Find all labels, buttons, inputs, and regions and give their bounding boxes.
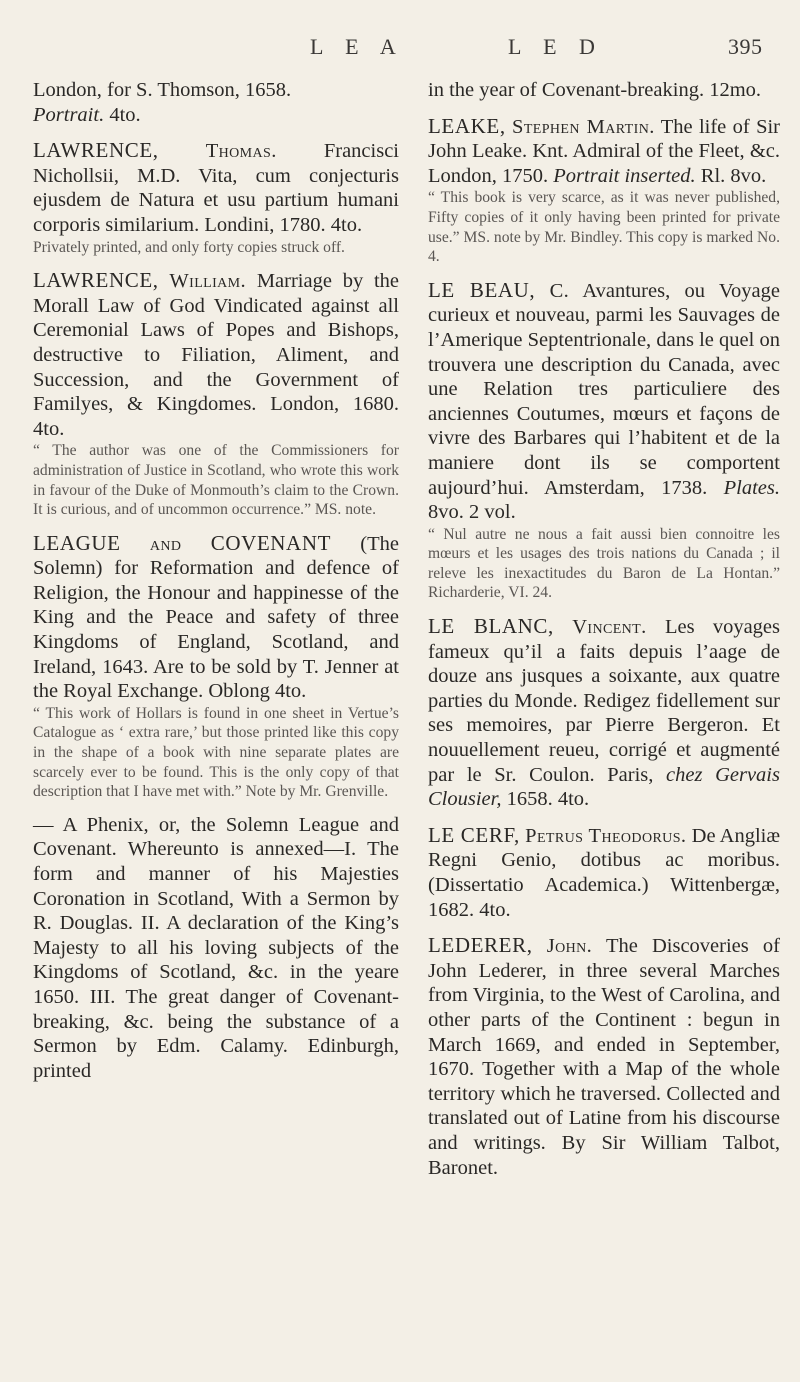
format-tail: Rl. 8vo. [695,164,767,187]
entry-text: — A Phenix, or, the Solemn League and Covenant. Whereunto is annexed—I. The form and manner of his Majesties Coronation in Scotland, With a Sermon by R. Douglas. II. A declaration of the King’s Majesty to all his loving subjects of the Kingdoms of Scotland, &c. in the yeare 1650. III. The great danger of Covenant-breaking, &c. being the substance of a Sermon by Edm. Calamy. Edinburgh, printed [33,813,399,1082]
right-column [428,78,780,1191]
format-italic: Portrait. [33,103,105,126]
entry-leake [428,114,780,267]
left-column [33,78,399,1094]
continuation-text: London, for S. Thomson, 1658. [33,79,292,101]
entry-author-name: Stephen Martin. [512,115,655,138]
continuation-text: in the year of Covenant-breaking. 12mo. [428,79,762,101]
entry-author-name: Thomas. [205,140,277,163]
entry-text: The Discoveries of John Lederer, in three several Marches from Virginia, to the West of Carolina, and other parts of the Continent : begun in March 1669, and ended in September, 1670. Together with a Map of the whole territory which he traversed. Collected and translated out of Latine from his discourse and writings. By Sir William Talbot, Baronet. [428,935,781,1179]
entry-phenix [33,813,399,1084]
entry-le-beau [428,278,780,603]
format-italic: chez Gervais Clousier, [428,763,780,811]
entry-heading: LE BLANC, [428,614,554,639]
format-tail: 1658. 4to. [501,788,590,811]
entry-heading: LEAKE, [428,113,506,138]
entry-connector: and [149,532,182,555]
entry-text: Francisci Nichollsii, M.D. Vita, cum conjecturis ejusdem de Natura et usu partium humani corporis similarium. Londini, 1780. 4to. [33,140,399,236]
entry-lederer [428,933,780,1180]
entry-text: De Angliæ Regni Genio, dotibus ac moribus. (Dissertatio Academica.) Wittenbergæ, 1682. 4to. [428,824,781,921]
entry-heading: LEDERER, [428,933,533,958]
format-tail: 8vo. 2 vol. [428,501,516,524]
entry-note: “ Nul autre ne nous a fait aussi bien connoitre les mœurs et les usages des trois nations du Canada ; il releve les inexactitudes du Baron de La Hontan.” Richarderie, VI. 24. [428,525,780,602]
format-italic: Plates. [723,476,781,499]
entry-continuation [33,78,399,127]
format-tail: 4to. [104,103,141,126]
entry-text: Les voyages fameux qu’il a faits depuis l’aage de douze ans jusques a soixante, aux quatre parties du Monde. Redigez fidellement sur ses memoires, par Pierre Bergeron. Et nouuellement reueu, corrigé et augmenté par le Sr. Coulon. Paris, [428,616,781,786]
entry-text: (The Solemn) for Reformation and defence of Religion, the Honour and happinesse of the King and the Peace and safety of three Kingdoms of England, Scotland, and Ireland, 1643. Are to be sold by T. Jenner at the Royal Exchange. Oblong 4to. [33,532,400,703]
entry-text: The life of Sir John Leake. Knt. Admiral of the Fleet, &c. London, 1750. [428,115,780,187]
running-head [0,34,800,64]
format-italic: Portrait inserted. [553,164,696,187]
entry-le-cerf [428,823,780,922]
entry-heading: LEAGUE [33,530,121,555]
entry-continuation [428,78,780,103]
entry-author-name: Petrus Theodorus. [525,824,687,847]
entry-lawrence-william [33,268,399,520]
entry-author-name: William. [169,270,247,293]
entry-author-name: C. [549,279,570,302]
entry-le-blanc [428,614,780,812]
entry-lawrence-thomas [33,138,399,257]
running-head-left: L E A [310,34,397,59]
entry-heading: LAWRENCE, [33,268,159,293]
entry-text: Avantures, ou Voyage curieux et nouveau, parmi les Sauvages de l’Amerique Septentrionale, dans le quel on trouvera une description du Canada, avec une Relation tres particuliere des anciennes Coutumes, mœurs et façons de vivre des Barbares qui l’habitent et de la maniere dont ils se comportent aujourd’hui. Amsterdam, 1738. [428,279,781,499]
entry-note: Privately printed, and only forty copies struck off. [33,238,345,256]
entry-author-name: Vincent. [572,616,647,639]
entry-text: Marriage by the Morall Law of God Vindicated against all Ceremonial Laws of Popes and Bishops, destructive to Filiation, Aliment, and Succession, and the Government of Familyes, & Kingdomes. London, 1680. 4to. [33,270,400,440]
entry-heading-tail: COVENANT [210,530,332,555]
entry-author-name: John. [546,935,593,958]
entry-heading: LE BEAU, [428,277,536,302]
entry-heading: LE CERF, [428,822,520,847]
running-head-right: L E D [508,34,596,59]
entry-note: “ This work of Hollars is found in one sheet in Vertue’s Catalogue as ‘ extra rare,’ but those printed like this copy in the shape of a book with nine separate plates are scarcely ever to be found. This is the only copy of that description that I have met with.” Note by Mr. Grenville. [33,704,399,801]
entry-league-covenant [33,531,399,802]
entry-note: “ The author was one of the Commissioners for administration of Justice in Scotland, who wrote this work in favour of the Duke of Monmouth’s claim to the Crown. It is curious, and of uncommon occurrence.” MS. note. [33,442,399,519]
entry-heading: LAWRENCE, [33,138,159,163]
entry-note: “ This book is very scarce, as it was never published, Fifty copies of it only having been printed for private use.” MS. note by Mr. Bindley. This copy is marked No. 4. [428,189,780,266]
page-number: 395 [728,34,763,59]
